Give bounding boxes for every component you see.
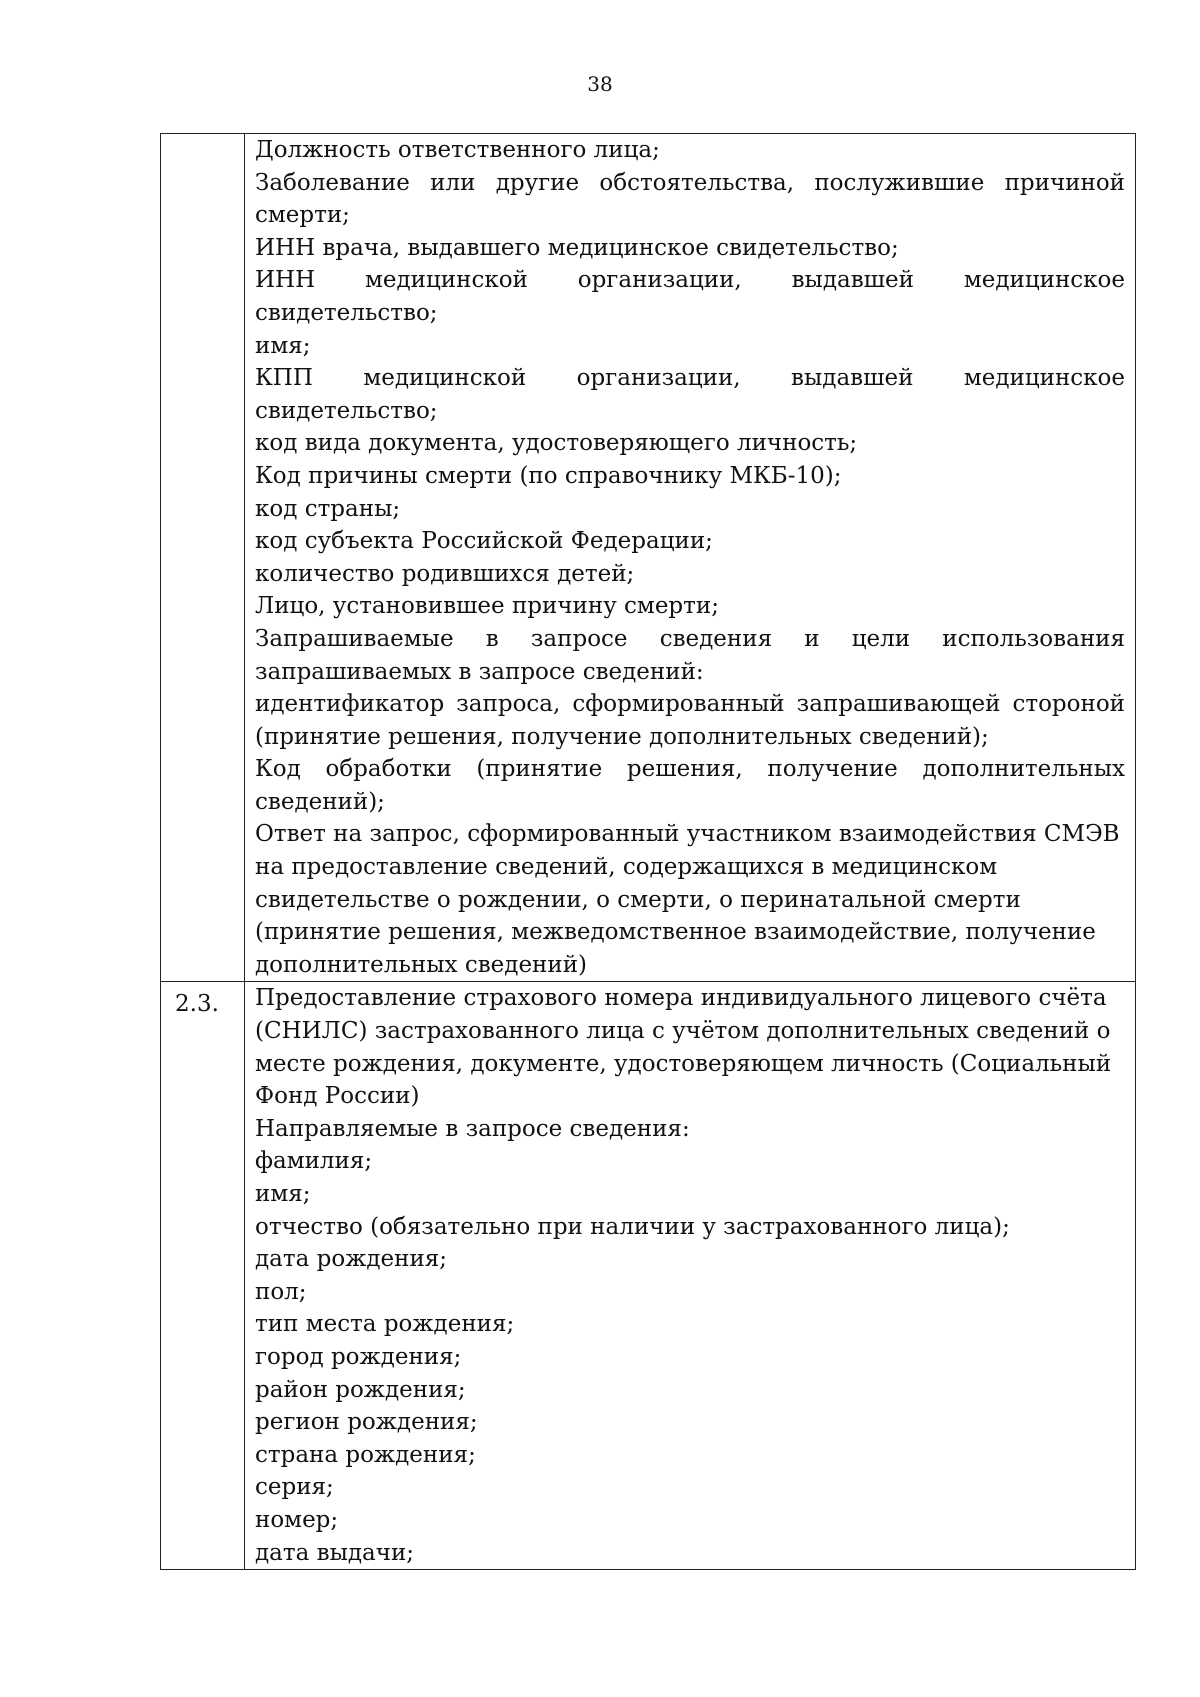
text-line: ИНН врача, выдавшего медицинское свидетельство; [255,234,899,261]
table-body [161,134,1136,1570]
text-line: Предоставление страхового номера индивидуального лицевого счёта [255,985,1107,1012]
table-row [161,982,1136,1570]
text-line: тип места рождения; [255,1311,515,1338]
row-number: 2.3. [175,991,219,1018]
text-line: на предоставление сведений, содержащихся в медицинском [255,854,998,881]
text-line: свидетельство; [255,299,438,326]
text-line: Код обработки (принятие решения, получение дополнительных [255,756,1125,783]
row-number [161,134,244,140]
text-line: Фонд России) [255,1083,420,1110]
text-line: код субъекта Российской Федерации; [255,528,713,555]
text-line: страна рождения; [255,1441,476,1468]
text-line: район рождения; [255,1376,466,1403]
row-content-cell [245,982,1136,1570]
text-line: (СНИЛС) застрахованного лица с учётом дополнительных сведений о [255,1018,1111,1045]
text-line: Направляемые в запросе сведения: [255,1115,690,1142]
row-number-cell [161,982,245,1570]
text-line: Лицо, установившее причину смерти; [255,593,719,620]
text-line: Запрашиваемые в запросе сведения и цели использования [255,625,1125,652]
text-line: пол; [255,1278,307,1305]
text-line: код вида документа, удостоверяющего личность; [255,430,858,457]
text-line: (принятие решения, получение дополнительных сведений); [255,723,989,750]
row-number-cell [161,134,245,982]
text-line: регион рождения; [255,1409,478,1436]
text-line: КПП медицинской организации, выдавшей медицинское [255,365,1125,392]
text-line: Ответ на запрос, сформированный участником взаимодействия СМЭВ [255,821,1120,848]
text-line: дополнительных сведений) [255,951,588,978]
text-line: Код причины смерти (по справочнику МКБ-10); [255,462,842,489]
text-line: дата рождения; [255,1246,448,1273]
row-content [255,982,1125,1569]
text-line: номер; [255,1506,339,1533]
text-line: свидетельство; [255,397,438,424]
text-line: количество родившихся детей; [255,560,635,587]
text-line: Должность ответственного лица; [255,137,660,163]
text-line: имя; [255,332,311,359]
row-content [255,134,1125,981]
row-content-cell [245,134,1136,982]
text-line: (принятие решения, межведомственное взаимодействие, получение [255,919,1096,946]
text-line: свидетельстве о рождении, о смерти, о перинатальной смерти [255,886,1021,913]
text-line: серия; [255,1474,334,1501]
text-line: имя; [255,1181,311,1207]
text-line: месте рождения, документе, удостоверяющем личность (Социальный [255,1050,1112,1077]
text-line: ИНН медицинской организации, выдавшей медицинское [255,267,1125,294]
text-line: сведений); [255,788,385,815]
text-line: город рождения; [255,1343,462,1370]
text-line: смерти; [255,202,350,229]
text-line: отчество (обязательно при наличии у застрахованного лица); [255,1213,1010,1240]
text-line: Заболевание или другие обстоятельства, послужившие причиной [255,169,1125,196]
text-line: фамилия; [255,1148,373,1175]
text-line: дата выдачи; [255,1539,415,1566]
text-line: код страны; [255,495,401,522]
table-row [161,134,1136,982]
document-table [160,133,1136,1570]
text-line: запрашиваемых в запросе сведений: [255,658,704,685]
page-number: 38 [587,72,613,96]
text-line: идентификатор запроса, сформированный запрашивающей стороной [255,691,1125,718]
